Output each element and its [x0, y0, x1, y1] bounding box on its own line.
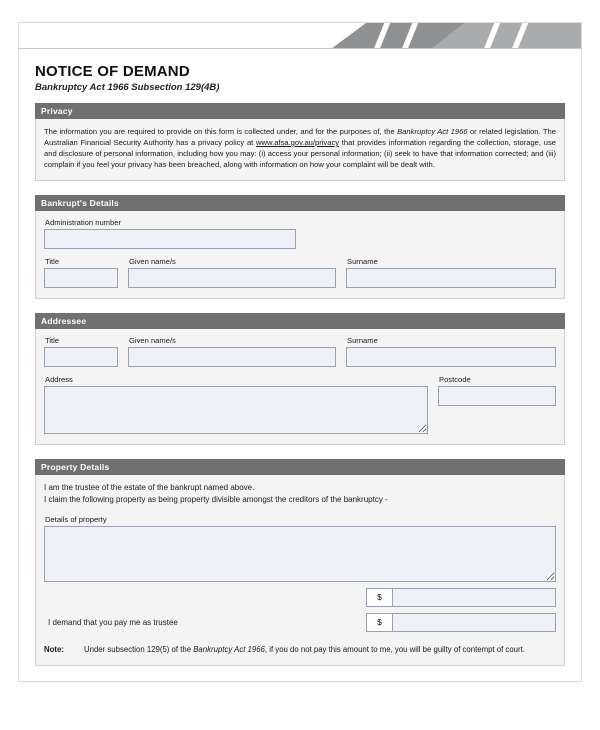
addressee-address-field — [44, 375, 428, 434]
currency-symbol-1: $ — [366, 588, 392, 607]
privacy-line-1: The information you are required to provide on this form is collected under, and for the purposes of, the — [44, 127, 395, 136]
section-header-addressee: Addressee — [35, 313, 565, 329]
addressee-postcode-field — [438, 375, 556, 406]
note-text-before: Under subsection 129(5) of the — [84, 644, 194, 654]
addressee-given-names-field — [128, 336, 336, 367]
demand-amount-input[interactable] — [392, 613, 556, 632]
addressee-postcode-input[interactable] — [438, 386, 556, 406]
label-addressee-postcode: Postcode — [439, 375, 471, 384]
addressee-surname-field — [346, 336, 556, 367]
label-addressee-surname: Surname — [347, 336, 378, 345]
privacy-panel — [35, 119, 565, 181]
addressee-title-field — [44, 336, 118, 367]
page-title: NOTICE OF DEMAND — [35, 63, 190, 80]
label-bankrupt-surname: Surname — [347, 257, 378, 266]
note-text — [84, 644, 556, 655]
section-header-bankrupt-details: Bankrupt's Details — [35, 195, 565, 211]
administration-number-input[interactable] — [44, 229, 296, 249]
note-block — [44, 644, 556, 655]
label-demand-payment: I demand that you pay me as trustee — [48, 617, 178, 627]
section-header-property-details: Property Details — [35, 459, 565, 475]
form-document — [18, 22, 582, 682]
demand-amount-row — [44, 613, 556, 632]
privacy-line-3: that provides information regarding the collection, storage, use and disclosure of personal information, including how you may: (i) access your personal information; (ii) seek to have that information corrected; and (iii) complain if you feel your privacy has been breached, along with information on how your complaint will be dealt with. — [44, 138, 556, 169]
addressee-name-row — [44, 336, 556, 367]
note-label: Note: — [44, 644, 64, 654]
bankrupt-name-row — [44, 257, 556, 288]
currency-symbol-2: $ — [366, 613, 392, 632]
note-text-after: , if you do not pay this amount to me, you will be guilty of contempt of court. — [264, 644, 525, 654]
addressee-given-names-input[interactable] — [128, 347, 336, 367]
property-statements — [44, 482, 556, 507]
property-statement-2: I claim the following property as being property divisible amongst the creditors of the bankruptcy - — [44, 495, 388, 505]
bankrupt-title-input[interactable] — [44, 268, 118, 288]
property-statement-1: I am the trustee of the estate of the bankrupt named above. — [44, 483, 255, 492]
note-act-name: Bankruptcy Act 1966 — [193, 644, 265, 654]
privacy-policy-link[interactable]: www.afsa.gov.au/privacy — [256, 138, 340, 147]
label-details-of-property: Details of property — [45, 514, 107, 524]
form-body — [19, 49, 581, 718]
bankrupt-given-names-field — [128, 257, 336, 288]
property-details-panel — [35, 475, 565, 666]
addressee-address-row — [44, 375, 556, 434]
label-addressee-given-names: Given name/s — [129, 336, 176, 345]
addressee-address-input[interactable] — [44, 386, 428, 434]
page-subtitle: Bankruptcy Act 1966 Subsection 129(4B) — [35, 82, 220, 93]
privacy-act-name: Bankruptcy Act 1966 — [397, 127, 468, 136]
bankrupt-title-field — [44, 257, 118, 288]
bankrupt-given-names-input[interactable] — [128, 268, 336, 288]
claim-amount-row — [44, 588, 556, 607]
privacy-line-2: or related legislation. The Australian Financial Security Authority has a privacy policy at — [44, 127, 556, 147]
label-bankrupt-given-names: Given name/s — [129, 257, 176, 266]
addressee-title-input[interactable] — [44, 347, 118, 367]
addressee-panel — [35, 329, 565, 445]
section-header-privacy: Privacy — [35, 103, 565, 119]
label-bankrupt-title: Title — [45, 257, 60, 266]
claim-amount-input[interactable] — [392, 588, 556, 607]
label-addressee-address: Address — [45, 375, 73, 384]
administration-number-wrap — [44, 229, 296, 249]
addressee-surname-input[interactable] — [346, 347, 556, 367]
bankrupt-surname-input[interactable] — [346, 268, 556, 288]
header-decorative-band — [19, 23, 581, 49]
privacy-text — [44, 126, 556, 170]
bankrupt-details-panel — [35, 211, 565, 299]
details-of-property-input[interactable] — [44, 526, 556, 582]
claim-amount-spacer — [44, 593, 366, 602]
label-addressee-title: Title — [45, 336, 60, 345]
details-of-property-wrap — [44, 526, 556, 582]
bankrupt-surname-field — [346, 257, 556, 288]
label-administration-number: Administration number — [45, 218, 121, 227]
